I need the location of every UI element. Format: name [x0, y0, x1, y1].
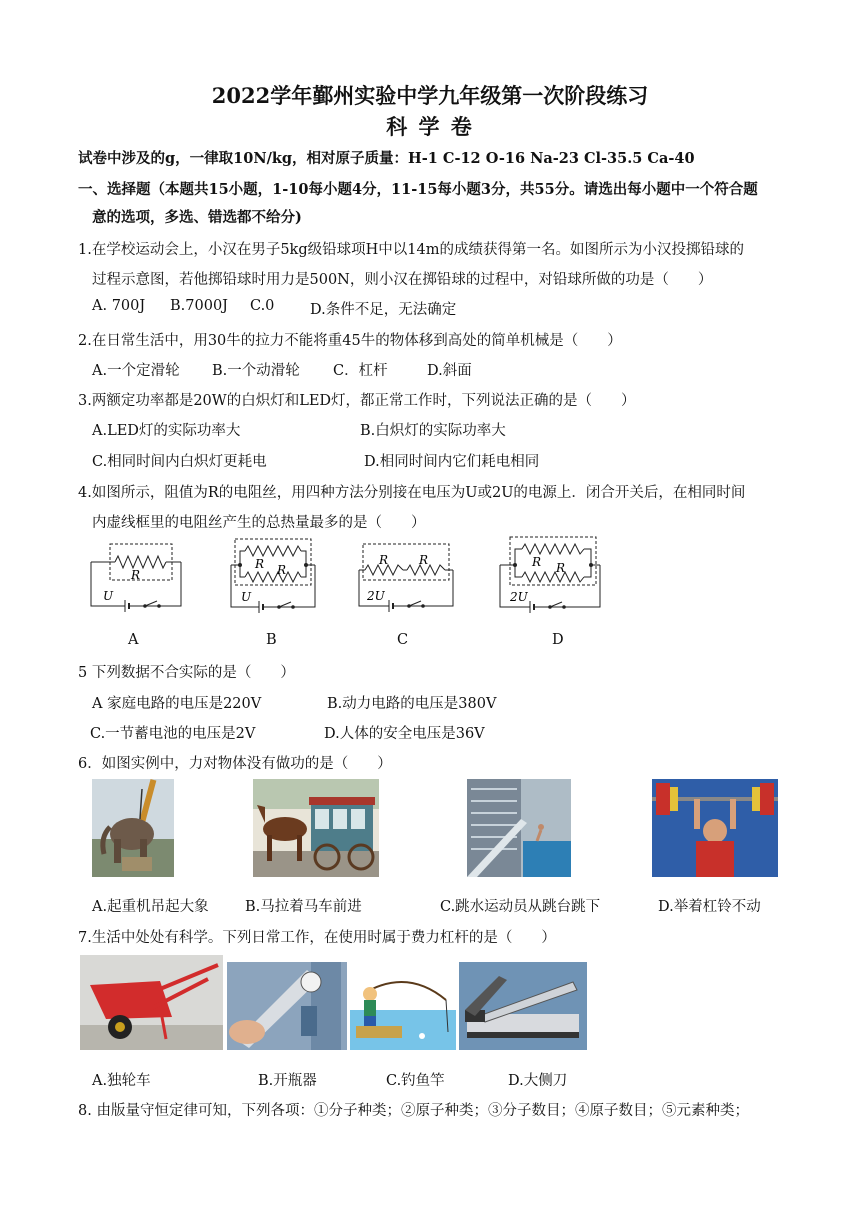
q8-stem: 8. 由版量守恒定律可知，下列各项：①分子种类；②原子种类；③分子数目；④原子数目；⑤元素种类； — [78, 1103, 749, 1119]
q7-option-c: C.钓鱼竿 — [386, 1073, 445, 1089]
q2-option-a: A.一个定滑轮 — [92, 363, 180, 379]
q4-stem-line2: 内虚线框里的电阻丝产生的总热量最多的是（ ） — [92, 515, 426, 531]
circuit-d-source-label: 2U — [510, 590, 528, 604]
q1-option-a: A. 700J — [92, 298, 146, 314]
q1-stem-line2: 过程示意图，若他掷铅球时用力是500N，则小汉在掷铅球的过程中，对铅球所做的功是（ ） — [92, 272, 713, 288]
constants-note: 试卷中涉及的g，一律取10N/kg，相对原子质量：H-1 C-12 O-16 Na-23 Cl-35.5 Ca-40 — [78, 150, 695, 167]
circuit-a-source-label: U — [103, 589, 114, 603]
q5-option-b: B.动力电路的电压是380V — [327, 696, 497, 712]
q1-option-b: B.7000J — [170, 298, 228, 314]
q3-option-a: A.LED灯的实际功率大 — [92, 423, 241, 439]
circuit-d-label: D — [552, 632, 564, 648]
q5-option-a: A 家庭电路的电压是220V — [92, 696, 262, 712]
q5-option-d: D.人体的安全电压是36V — [324, 726, 485, 742]
q6-option-b: B.马拉着马车前进 — [245, 899, 362, 915]
circuit-b-label: B — [266, 632, 277, 648]
circuit-b-resistor2-label: R — [277, 563, 287, 577]
circuit-b-source-label: U — [241, 590, 252, 604]
circuit-b-resistor1-label: R — [255, 557, 265, 571]
fishing-rod-photo — [350, 970, 456, 1050]
crane-elephant-photo — [92, 779, 174, 877]
q6-option-a: A.起重机吊起大象 — [92, 899, 209, 915]
circuit-d-diagram — [496, 533, 606, 613]
q2-stem: 2.在日常生活中，用30牛的拉力不能将重45牛的物体移到高处的简单机械是（ ） — [78, 333, 622, 349]
q7-option-d: D.大侧刀 — [508, 1073, 568, 1089]
weightlifter-photo — [652, 779, 778, 877]
q7-option-a: A.独轮车 — [92, 1073, 151, 1089]
page-subtitle: 科 学 卷 — [386, 114, 474, 139]
circuit-d-resistor1-label: R — [532, 555, 542, 569]
q3-option-d: D.相同时间内它们耗电相同 — [364, 454, 540, 470]
q6-option-d: D.举着杠铃不动 — [658, 899, 761, 915]
section-heading-line2: 意的选项，多选、错选都不给分) — [92, 209, 302, 226]
circuit-b-diagram — [225, 533, 325, 613]
q2-option-c: C．杠杆 — [333, 363, 388, 379]
q1-stem-line1: 1.在学校运动会上，小汉在男子5kg级铅球项H中以14m的成绩获得第一名。如图所示为小汉投掷铅球的 — [78, 242, 744, 258]
q7-stem: 7.生活中处处有科学。下列日常工作，在使用时属于费力杠杆的是（ ） — [78, 930, 556, 946]
circuit-c-source-label: 2U — [367, 589, 385, 603]
circuit-a-label: A — [128, 632, 139, 648]
circuit-a-diagram — [85, 538, 190, 613]
q3-option-b: B.白炽灯的实际功率大 — [360, 423, 506, 439]
q4-stem-line1: 4.如图所示，阻值为R的电阻丝，用四种方法分别接在电压为U或2U的电源上．闭合开关后，在相同时间 — [78, 485, 746, 501]
horse-carriage-photo — [253, 779, 379, 877]
diver-platform-photo — [467, 779, 571, 877]
circuit-a-resistor-label: R — [131, 568, 141, 582]
q3-stem: 3.两额定功率都是20W的白炽灯和LED灯，都正常工作时，下列说法正确的是（ ） — [78, 393, 636, 409]
wheelbarrow-photo — [80, 955, 223, 1050]
q5-stem: 5 下列数据不合实际的是（ ） — [78, 665, 295, 681]
circuit-c-resistor2-label: R — [419, 553, 429, 567]
section-heading-line1: 一、选择题（本题共15小题，1-10每小题4分，11-15每小题3分，共55分。请选出每小题中一个符合题 — [78, 181, 758, 198]
circuit-c-diagram — [355, 538, 460, 613]
q6-stem: 6．如图实例中，力对物体没有做功的是（ ） — [78, 756, 392, 772]
q3-option-c: C.相同时间内白炽灯更耗电 — [92, 454, 267, 470]
q5-option-c: C.一节蓄电池的电压是2V — [90, 726, 256, 742]
q2-option-b: B.一个动滑轮 — [212, 363, 300, 379]
circuit-c-label: C — [397, 632, 409, 648]
q1-option-d: D.条件不足，无法确定 — [310, 302, 457, 318]
q2-option-d: D.斜面 — [427, 363, 472, 379]
circuit-d-resistor2-label: R — [556, 561, 566, 575]
bottle-opener-photo — [227, 962, 347, 1050]
circuit-c-resistor1-label: R — [379, 553, 389, 567]
page-title: 2022学年鄞州实验中学九年级第一次阶段练习 — [211, 83, 649, 108]
paper-cutter-photo — [459, 962, 587, 1050]
q1-option-c: C.0 — [250, 298, 275, 314]
q6-option-c: C.跳水运动员从跳台跳下 — [440, 899, 601, 915]
q7-option-b: B.开瓶器 — [258, 1073, 317, 1089]
